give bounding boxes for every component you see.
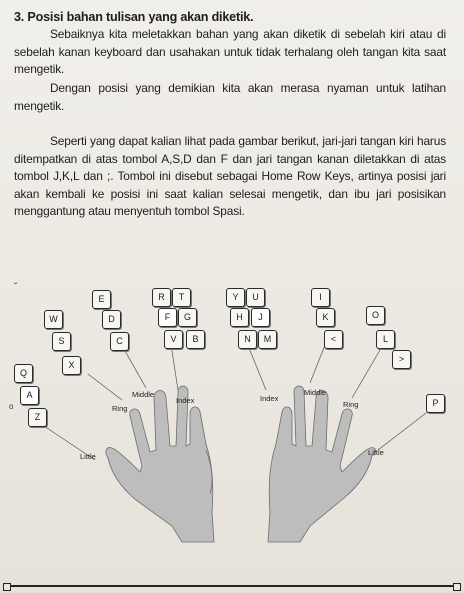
keyboard-hands-illustration: [0, 280, 464, 580]
label-left-little: Little: [80, 452, 96, 461]
key-a: A: [20, 386, 39, 405]
key-q: Q: [14, 364, 33, 383]
corner-left-icon: [3, 583, 11, 591]
key-s: S: [52, 332, 71, 351]
section-heading: 3. Posisi bahan tulisan yang akan diketik.: [14, 10, 254, 24]
key-b: B: [186, 330, 205, 349]
circle-mark-icon: o: [9, 402, 14, 411]
key-k: K: [316, 308, 335, 327]
label-left-middle: Middle: [132, 390, 155, 399]
key-n: N: [238, 330, 257, 349]
key-f: F: [158, 308, 177, 327]
key-u: U: [246, 288, 265, 307]
key-j: J: [251, 308, 270, 327]
paragraph-comfort: Dengan posisi yang demikian kita akan merasa nyaman untuk latihan mengetik.: [14, 81, 446, 113]
key-m: M: [258, 330, 277, 349]
paragraph-placement: Sebaiknya kita meletakkan bahan yang akan diketik di sebelah kiri atau di sebelah kanan keyboard dan usahakan untuk tidak terhalang oleh tangan kita saat mengetik.: [14, 27, 446, 77]
key-x: X: [62, 356, 81, 375]
key-v: V: [164, 330, 183, 349]
corner-right-icon: [453, 583, 461, 591]
guide-line-little-right: [378, 410, 430, 450]
key-g: G: [178, 308, 197, 327]
key-o: O: [366, 306, 385, 325]
label-left-ring: Ring: [112, 404, 128, 413]
key-e: E: [92, 290, 111, 309]
key-d: D: [102, 310, 121, 329]
key-h: H: [230, 308, 249, 327]
caret-mark-icon: ˇ: [14, 282, 18, 293]
right-hand: [268, 386, 376, 542]
key-z: Z: [28, 408, 47, 427]
guide-line-ring-right: [352, 350, 380, 398]
page-border-bottom: [6, 585, 458, 587]
key-t: T: [172, 288, 191, 307]
key-c: C: [110, 332, 129, 351]
key-y: Y: [226, 288, 245, 307]
key-w: W: [44, 310, 63, 329]
label-left-index: Index: [176, 396, 195, 405]
key-l: L: [376, 330, 395, 349]
key-i: I: [311, 288, 330, 307]
label-right-ring: Ring: [343, 400, 359, 409]
guide-line-ring-left: [88, 374, 122, 400]
label-right-middle: Middle: [304, 388, 327, 397]
key-r: R: [152, 288, 171, 307]
label-right-index: Index: [260, 394, 279, 403]
key-p: P: [426, 394, 445, 413]
label-right-little: Little: [368, 448, 384, 457]
paragraph-home-row: Seperti yang dapat kalian lihat pada gambar berikut, jari-jari tangan kiri harus ditempatkan di atas tombol A,S,D dan F dan jari tangan kanan diletakkan di atas tombol J,K,L dan ;. Tombol ini disebut sebagai Home Row Keys, artinya posisi jari akan kembali ke posisi ini saat kalian selesai mengetik, dan ibu jari posisikan menggantung atau menyentuh tombol Spasi.: [14, 134, 446, 219]
key-period: >: [392, 350, 411, 369]
key-comma: <: [324, 330, 343, 349]
